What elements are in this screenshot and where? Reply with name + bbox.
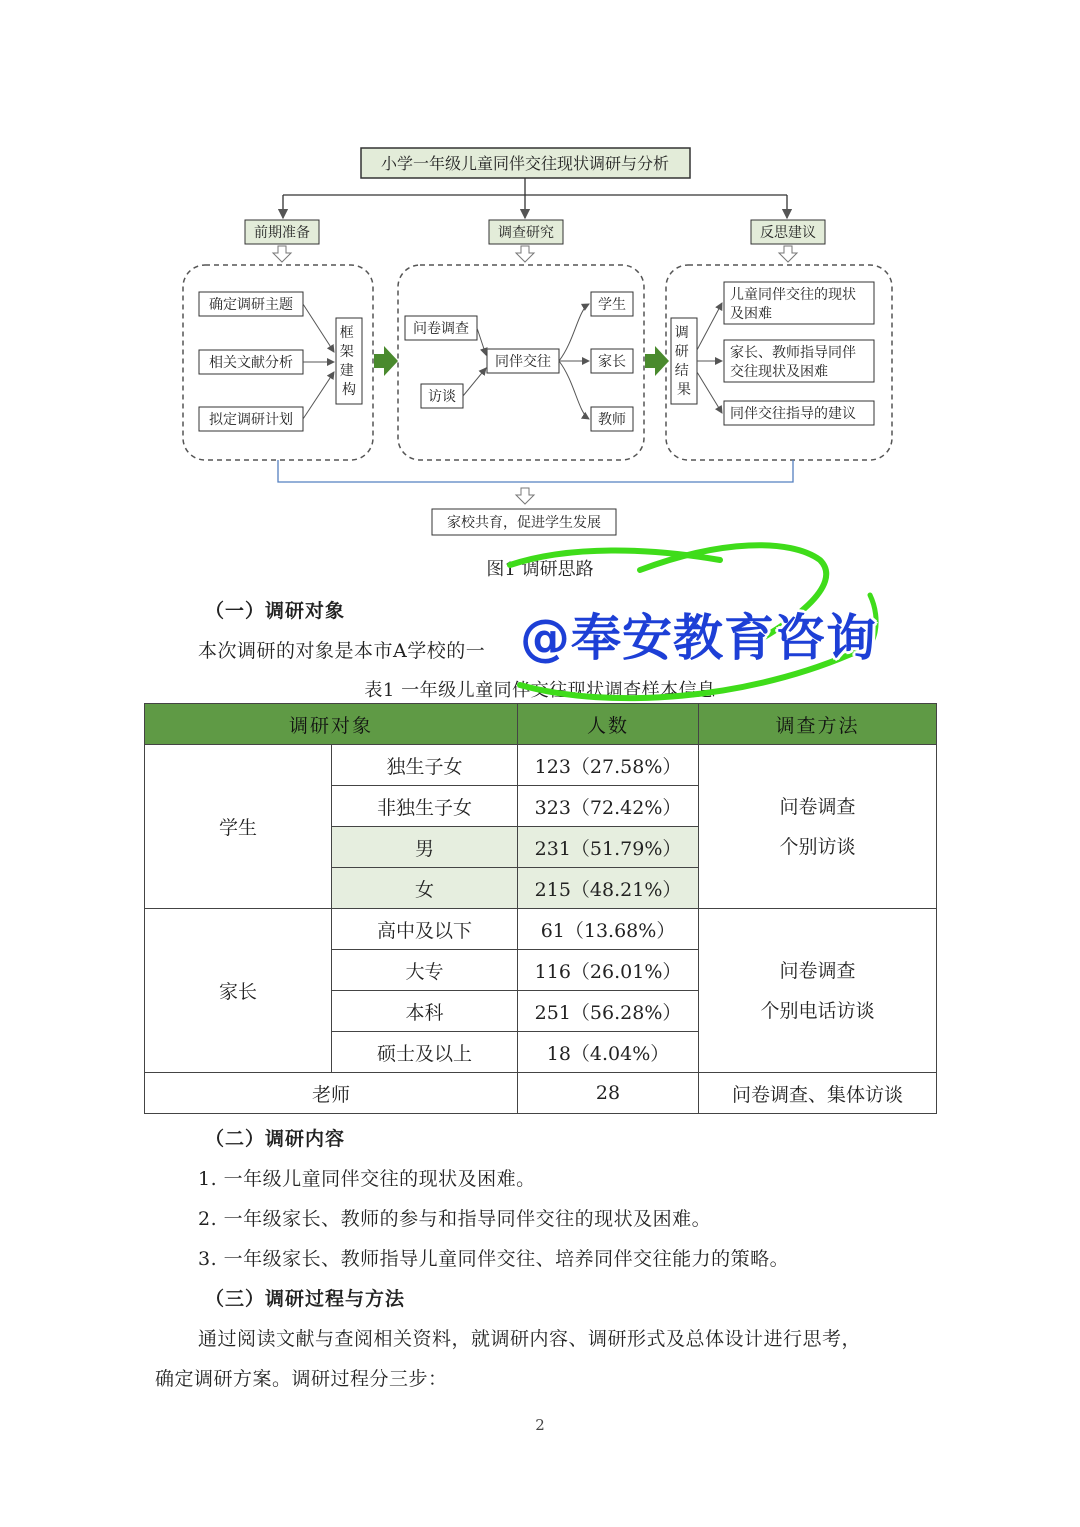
group-teacher: 老师 bbox=[145, 1073, 518, 1114]
group-student: 学生 bbox=[145, 745, 332, 909]
sample-info-table bbox=[144, 703, 937, 1114]
watermark-text: @奉安教育咨询 bbox=[520, 609, 877, 667]
section2-heading: （二）调研内容 bbox=[205, 1128, 346, 1150]
result-2-line1: 家长、教师指导同伴 bbox=[730, 345, 856, 361]
table-caption: 表1 一年级儿童同伴交往现状调查样本信息 bbox=[364, 680, 716, 701]
group-parent: 家长 bbox=[145, 909, 332, 1073]
count-cell: 28 bbox=[518, 1073, 699, 1114]
section3-line1: 通过阅读文献与查阅相关资料，就调研内容、调研形式及总体设计进行思考， bbox=[198, 1328, 862, 1350]
framework-char: 建 bbox=[339, 363, 354, 379]
method-interview: 访谈 bbox=[428, 389, 456, 405]
target-teacher: 教师 bbox=[598, 412, 626, 428]
sub-category: 大专 bbox=[332, 950, 518, 991]
hollow-down-arrow-icon bbox=[516, 488, 534, 504]
header-method: 调查方法 bbox=[699, 704, 937, 745]
sub-category: 独生子女 bbox=[332, 745, 518, 786]
table-row bbox=[145, 1073, 937, 1114]
teacher-method: 问卷调查、集体访谈 bbox=[699, 1073, 937, 1114]
prep-item-topic: 确定调研主题 bbox=[209, 297, 293, 313]
count-cell: 18（4.04%） bbox=[518, 1032, 699, 1073]
table-row bbox=[145, 745, 937, 786]
count-cell: 61（13.68%） bbox=[518, 909, 699, 950]
conclusion-box: 家校共育，促进学生发展 bbox=[447, 515, 601, 531]
result-char: 果 bbox=[677, 382, 691, 398]
center-peer-interaction: 同伴交往 bbox=[495, 354, 551, 370]
framework-char: 构 bbox=[342, 382, 356, 398]
count-cell: 123（27.58%） bbox=[518, 745, 699, 786]
student-method-2: 个别访谈 bbox=[779, 835, 856, 858]
section1-heading: （一）调研对象 bbox=[205, 600, 346, 622]
count-cell: 251（56.28%） bbox=[518, 991, 699, 1032]
result-1-line1: 儿童同伴交往的现状 bbox=[730, 287, 856, 303]
prep-item-literature: 相关文献分析 bbox=[209, 355, 293, 371]
sub-category: 本科 bbox=[332, 991, 518, 1032]
table-row bbox=[145, 909, 937, 950]
section3-heading: （三）调研过程与方法 bbox=[205, 1288, 406, 1310]
result-2-line2: 交往现状及困难 bbox=[730, 364, 828, 380]
count-cell: 215（48.21%） bbox=[518, 868, 699, 909]
parent-method-1: 问卷调查 bbox=[779, 959, 856, 982]
header-subject: 调研对象 bbox=[145, 704, 518, 745]
sub-category: 高中及以下 bbox=[332, 909, 518, 950]
count-cell: 116（26.01%） bbox=[518, 950, 699, 991]
hollow-down-arrow-icon bbox=[273, 246, 797, 262]
diagram-title: 小学一年级儿童同伴交往现状调研与分析 bbox=[380, 154, 670, 173]
parent-method bbox=[699, 909, 937, 1073]
result-char: 研 bbox=[674, 344, 689, 360]
prep-item-plan: 拟定调研计划 bbox=[209, 412, 293, 428]
section3-line2: 确定调研方案。调研过程分三步： bbox=[155, 1368, 448, 1390]
result-char: 结 bbox=[674, 363, 689, 379]
content-item-3: 3. 一年级家长、教师指导儿童同伴交往、培养同伴交往能力的策略。 bbox=[198, 1248, 790, 1270]
result-3: 同伴交往指导的建议 bbox=[730, 406, 856, 422]
page-number: 2 bbox=[535, 1416, 545, 1434]
student-method-1: 问卷调查 bbox=[779, 795, 856, 818]
method-questionnaire: 问卷调查 bbox=[413, 321, 469, 337]
count-cell: 323（72.42%） bbox=[518, 786, 699, 827]
stage-prep: 前期准备 bbox=[254, 225, 310, 241]
result-1-line2: 及困难 bbox=[730, 306, 772, 322]
section1-text: 本次调研的对象是本市A学校的一 bbox=[198, 640, 486, 662]
figure-caption: 图1 调研思路 bbox=[486, 559, 594, 580]
green-arrow-icon bbox=[374, 346, 398, 376]
result-char: 调 bbox=[674, 325, 689, 341]
target-student: 学生 bbox=[598, 297, 626, 313]
research-flow-diagram bbox=[0, 0, 1080, 600]
stage-reflect: 反思建议 bbox=[760, 225, 816, 241]
sub-category: 女 bbox=[332, 868, 518, 909]
parent-method-2: 个别电话访谈 bbox=[760, 999, 875, 1022]
sub-category: 男 bbox=[332, 827, 518, 868]
framework-char: 架 bbox=[339, 344, 354, 360]
framework-char: 框 bbox=[339, 325, 354, 341]
student-method bbox=[699, 745, 937, 909]
stage-research: 调查研究 bbox=[498, 225, 554, 241]
content-item-1: 1. 一年级儿童同伴交往的现状及困难。 bbox=[198, 1168, 536, 1190]
header-count: 人数 bbox=[518, 704, 699, 745]
sub-category: 非独生子女 bbox=[332, 786, 518, 827]
sub-category: 硕士及以上 bbox=[332, 1032, 518, 1073]
content-item-2: 2. 一年级家长、教师的参与和指导同伴交往的现状及困难。 bbox=[198, 1208, 712, 1230]
count-cell: 231（51.79%） bbox=[518, 827, 699, 868]
target-parent: 家长 bbox=[598, 354, 626, 370]
